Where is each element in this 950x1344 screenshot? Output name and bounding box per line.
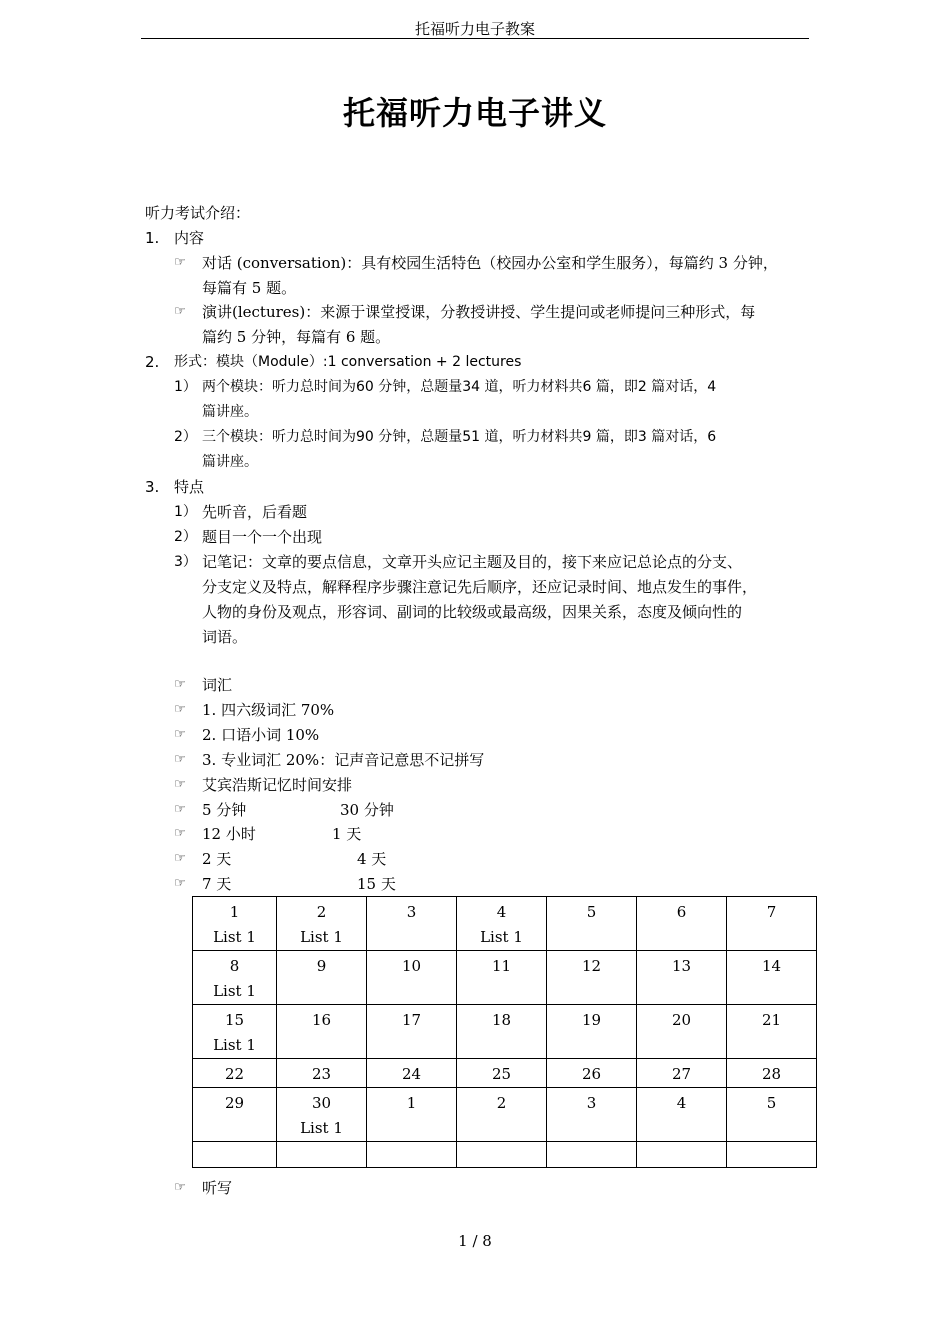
calendar-cell (193, 951, 277, 1005)
calendar-cell (637, 1142, 727, 1168)
calendar-list-label: List 1 (213, 928, 256, 946)
calendar-cell (193, 1142, 277, 1168)
calendar-day: 25 (491, 1065, 512, 1083)
s2-item-2-line-1: 三个模块：听力总时间为90 分钟，总题量51 道，听力材料共9 篇，即3 篇对话，6 (202, 429, 717, 445)
calendar-cell (637, 951, 727, 1005)
calendar-day: 17 (401, 1011, 422, 1029)
calendar-day: 19 (581, 1011, 602, 1029)
calendar-cell (727, 1088, 817, 1142)
dictation-heading: 听写 (202, 1179, 233, 1197)
calendar-day: 5 (766, 1094, 777, 1112)
calendar-day: 29 (224, 1094, 245, 1112)
calendar-cell (277, 951, 367, 1005)
calendar-list-label: List 1 (480, 928, 523, 946)
section-3-heading: 特点 (174, 478, 205, 496)
calendar-cell (637, 1059, 727, 1088)
calendar-day: 21 (761, 1011, 782, 1029)
section-2-heading: 形式：模块（Module）:1 conversation + 2 lectures (174, 354, 522, 370)
calendar-day: 20 (671, 1011, 692, 1029)
calendar-cell (457, 897, 547, 951)
calendar-day: 9 (316, 957, 327, 975)
pointing-hand-icon: ☞ (174, 255, 186, 270)
calendar-cell (727, 1059, 817, 1088)
calendar-cell (727, 951, 817, 1005)
calendar-cell (457, 1005, 547, 1059)
s3-item-3-number: 3） (174, 554, 197, 570)
calendar-day: 18 (491, 1011, 512, 1029)
pointing-hand-icon: ☞ (174, 702, 186, 717)
page-number: 1 / 8 (458, 1232, 492, 1250)
calendar-cell (547, 1088, 637, 1142)
calendar-day: 16 (311, 1011, 332, 1029)
calendar-cell (277, 1088, 367, 1142)
schedule-row-1-a: 5 分钟 (202, 801, 247, 819)
calendar-day: 10 (401, 957, 422, 975)
s3-item-1-text: 先听音，后看题 (202, 503, 308, 521)
calendar-day: 4 (496, 903, 507, 921)
calendar-day: 3 (406, 903, 417, 921)
document-title: 托福听力电子讲义 (342, 94, 607, 132)
calendar-day: 2 (316, 903, 327, 921)
ebbinghaus-heading: 艾宾浩斯记忆时间安排 (202, 776, 353, 794)
intro-label: 听力考试介绍： (145, 204, 251, 222)
section-2-number: 2. (145, 353, 160, 371)
calendar-cell (193, 1005, 277, 1059)
calendar-cell (367, 951, 457, 1005)
pointing-hand-icon: ☞ (174, 802, 186, 817)
pointing-hand-icon: ☞ (174, 304, 186, 319)
s3-item-2-text: 题目一个一个出现 (202, 528, 323, 546)
pointing-hand-icon: ☞ (174, 677, 186, 692)
calendar-row (193, 1088, 817, 1142)
calendar-cell (277, 1142, 367, 1168)
calendar-cell (547, 1005, 637, 1059)
calendar-cell (727, 1142, 817, 1168)
running-header: 托福听力电子教案 (414, 20, 535, 38)
calendar-row (193, 897, 817, 951)
section-3-number: 3. (145, 478, 160, 496)
calendar-cell (637, 897, 727, 951)
calendar-day: 23 (311, 1065, 332, 1083)
schedule-row-2-a: 12 小时 (202, 825, 256, 843)
header-rule (141, 38, 809, 39)
calendar-day: 22 (224, 1065, 245, 1083)
calendar-day: 14 (761, 957, 782, 975)
vocab-item-2: 2. 口语小词 10% (202, 726, 320, 744)
s1-bullet-2-line-1: 演讲(lectures)：来源于课堂授课，分教授讲授、学生提问或老师提问三种形式，每 (202, 303, 756, 321)
s1-bullet-2-line-2: 篇约 5 分钟，每篇有 6 题。 (202, 328, 391, 346)
section-1-heading: 内容 (174, 229, 205, 247)
s3-item-3-line-3: 人物的身份及观点，形容词、副词的比较级或最高级，因果关系，态度及倾向性的 (202, 603, 743, 621)
calendar-day: 5 (586, 903, 597, 921)
schedule-row-4-b: 15 天 (357, 875, 396, 893)
calendar-day: 30 (311, 1094, 332, 1112)
review-calendar-table (192, 896, 817, 1168)
calendar-cell (367, 1005, 457, 1059)
calendar-day: 3 (586, 1094, 597, 1112)
calendar-day: 4 (676, 1094, 687, 1112)
calendar-cell (727, 897, 817, 951)
calendar-cell (457, 1059, 547, 1088)
pointing-hand-icon: ☞ (174, 752, 186, 767)
schedule-row-1-b: 30 分钟 (340, 801, 394, 819)
s3-item-1-number: 1） (174, 504, 197, 520)
calendar-row (193, 951, 817, 1005)
pointing-hand-icon: ☞ (174, 1180, 186, 1195)
pointing-hand-icon: ☞ (174, 777, 186, 792)
calendar-cell (367, 1142, 457, 1168)
schedule-row-3-b: 4 天 (357, 850, 387, 868)
s3-item-3-line-2: 分支定义及特点，解释程序步骤注意记先后顺序，还应记录时间、地点发生的事件， (202, 578, 758, 596)
s1-bullet-1-line-2: 每篇有 5 题。 (202, 279, 297, 297)
calendar-day: 12 (581, 957, 602, 975)
calendar-day: 26 (581, 1065, 602, 1083)
calendar-row (193, 1005, 817, 1059)
calendar-cell (547, 1142, 637, 1168)
calendar-cell (367, 897, 457, 951)
s3-item-2-number: 2） (174, 529, 197, 545)
calendar-cell (193, 1088, 277, 1142)
s3-item-3-line-4: 词语。 (202, 628, 248, 646)
calendar-day: 15 (224, 1011, 245, 1029)
s1-bullet-1-line-1: 对话 (conversation)：具有校园生活特色（校园办公室和学生服务），每篇约 3 分钟， (202, 254, 778, 272)
calendar-cell (193, 1059, 277, 1088)
calendar-cell (637, 1005, 727, 1059)
calendar-day: 13 (671, 957, 692, 975)
calendar-day: 1 (229, 903, 240, 921)
calendar-cell (367, 1088, 457, 1142)
calendar-cell (193, 897, 277, 951)
pointing-hand-icon: ☞ (174, 826, 186, 841)
calendar-day: 11 (491, 957, 512, 975)
calendar-row (193, 1059, 817, 1088)
calendar-cell (277, 1005, 367, 1059)
calendar-list-label: List 1 (213, 982, 256, 1000)
calendar-list-label: List 1 (300, 928, 343, 946)
calendar-cell (277, 897, 367, 951)
schedule-row-4-a: 7 天 (202, 875, 232, 893)
s2-item-1-line-2: 篇讲座。 (202, 404, 258, 420)
pointing-hand-icon: ☞ (174, 851, 186, 866)
calendar-list-label: List 1 (213, 1036, 256, 1054)
calendar-cell (277, 1059, 367, 1088)
s2-item-2-number: 2） (174, 429, 197, 445)
calendar-cell (547, 951, 637, 1005)
calendar-day: 6 (676, 903, 687, 921)
schedule-row-3-a: 2 天 (202, 850, 232, 868)
pointing-hand-icon: ☞ (174, 727, 186, 742)
calendar-cell (637, 1088, 727, 1142)
vocab-item-3: 3. 专业词汇 20%：记声音记意思不记拼写 (202, 751, 485, 769)
calendar-cell (367, 1059, 457, 1088)
s2-item-2-line-2: 篇讲座。 (202, 454, 258, 470)
vocab-item-1: 1. 四六级词汇 70% (202, 701, 335, 719)
calendar-day: 7 (766, 903, 777, 921)
calendar-day: 24 (401, 1065, 422, 1083)
calendar-day: 27 (671, 1065, 692, 1083)
calendar-day: 28 (761, 1065, 782, 1083)
calendar-day: 2 (496, 1094, 507, 1112)
pointing-hand-icon: ☞ (174, 876, 186, 891)
calendar-cell (457, 951, 547, 1005)
calendar-cell (727, 1005, 817, 1059)
calendar-day: 8 (229, 957, 240, 975)
calendar-cell (547, 897, 637, 951)
s3-item-3-line-1: 记笔记：文章的要点信息，文章开头应记主题及目的，接下来应记总论点的分支、 (202, 553, 743, 571)
calendar-row (193, 1142, 817, 1168)
schedule-row-2-b: 1 天 (332, 825, 362, 843)
vocab-heading: 词汇 (202, 676, 233, 694)
s2-item-1-line-1: 两个模块：听力总时间为60 分钟，总题量34 道，听力材料共6 篇，即2 篇对话，4 (202, 379, 717, 395)
calendar-cell (457, 1088, 547, 1142)
s2-item-1-number: 1） (174, 379, 197, 395)
section-1-number: 1. (145, 229, 160, 247)
calendar-cell (547, 1059, 637, 1088)
calendar-cell (457, 1142, 547, 1168)
calendar-list-label: List 1 (300, 1119, 343, 1137)
calendar-day: 1 (406, 1094, 417, 1112)
